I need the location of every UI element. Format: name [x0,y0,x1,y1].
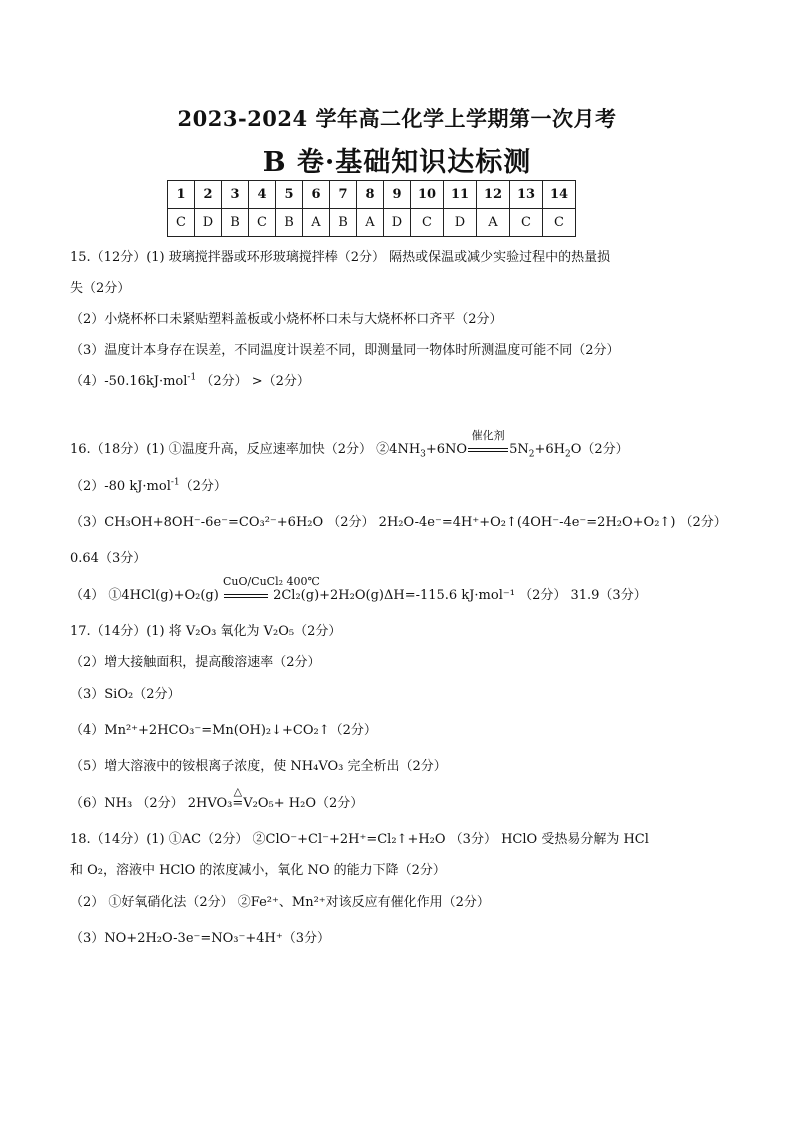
catalyst-arrow-2 [222,575,320,604]
answer-number-cell: 11 [444,181,477,209]
answer-letter-cell: C [543,209,576,237]
answer-number-cell: 8 [357,181,384,209]
q16-h: +6H [534,442,565,457]
page-subtitle: B 卷·基础知识达标测 [262,147,532,178]
q16-line-4: 0.64（3分） [70,551,147,566]
q17-line-5: （5）增大溶液中的铵根离子浓度，使 NH₄VO₃ 完全析出（2分） [70,759,447,774]
q18-line-4: （3）NO+2H₂O-3e⁻=NO₃⁻+4H⁺（3分） [70,931,331,946]
q15-line-4: （3）温度计本身存在误差，不同温度计误差不同，即测量同一物体时所测温度可能不同（2分） [70,343,620,358]
answer-number-cell: 12 [477,181,510,209]
answer-letter-cell: B [330,209,357,237]
q16-line-2: （2）-80 kJ·mol$^{-1}$（2分） [70,477,227,494]
answer-number-cell: 2 [195,181,222,209]
q16-enthalpy: （2）-80 kJ·mol [70,479,171,494]
q18-line-3: （2） ①好氧硝化法（2分） ②Fe²⁺、Mn²⁺对该反应有催化作用（2分） [70,895,490,910]
q17-part6: （6）NH₃ （2分） 2HVO₃ [70,796,233,811]
q15-line-2: 失（2分） [70,281,131,296]
answer-letter-cell: C [168,209,195,237]
answer-number-cell: 9 [384,181,411,209]
catalyst-arrow [467,429,509,458]
q15-score: （2分） >（2分） [200,374,310,389]
q17-line-4: （4）Mn²⁺+2HCO₃⁻=Mn(OH)₂↓+CO₂↑（2分） [70,723,377,738]
q16-part1: 16.（18分）(1) ①温度升高，反应速率加快（2分） ②4NH [70,442,421,457]
answer-letter-cell: B [276,209,303,237]
answer-letter-cell: C [249,209,276,237]
delta-symbol: △ [233,785,243,798]
q17-line-3: （3）SiO₂（2分） [70,687,181,702]
answer-number-cell: 5 [276,181,303,209]
answer-number-cell: 4 [249,181,276,209]
answer-number-cell: 3 [222,181,249,209]
q16-line-5 [70,575,647,604]
q18-line-2: 和 O₂，溶液中 HClO 的浓度减小，氧化 NO 的能力下降（2分） [70,863,446,878]
answer-number-cell: 13 [510,181,543,209]
answer-number-cell: 10 [411,181,444,209]
heat-arrow: △ = [232,785,244,811]
answer-table-letter-row [168,209,576,237]
q15-line-3: （2）小烧杯杯口未紧贴塑料盖板或小烧杯杯口未与大烧杯杯口齐平（2分） [70,312,503,327]
answer-letter-cell: C [411,209,444,237]
answer-letter-cell: A [477,209,510,237]
answer-letter-cell: D [444,209,477,237]
q16-line-3: （3）CH₃OH+8OH⁻-6e⁻=CO₃²⁻+6H₂O （2分） 2H₂O-4e⁻=4H⁺+O₂↑(4OH⁻-4e⁻=2H₂O+O₂↑) （2分） [70,515,727,530]
answer-letter-cell: D [384,209,411,237]
q17-line-2: （2）增大接触面积，提高酸溶速率（2分） [70,655,321,670]
q16-score1: O（2分） [570,442,629,457]
q16-n2: 5N [509,442,529,457]
answer-number-cell: 6 [303,181,330,209]
q17-line-6 [70,785,364,812]
answer-letter-cell: A [303,209,330,237]
answer-number-cell: 7 [330,181,357,209]
q15-line-1: 15.（12分）(1) 玻璃搅拌器或环形玻璃搅拌棒（2分） 隔热或保温或减少实验过程中的热量损 [70,250,611,265]
answer-letter-cell: C [510,209,543,237]
q17-products: V₂O₅+ H₂O（2分） [243,796,364,811]
q17-line-1: 17.（14分）(1) 将 V₂O₃ 氧化为 V₂O₅（2分） [70,624,342,639]
answer-letter-cell: D [195,209,222,237]
q16-no: +6NO [425,442,468,457]
q16-products: 2Cl₂(g)+2H₂O(g)ΔH=-115.6 kJ·mol⁻¹ （2分） 31.9（3分） [273,588,647,603]
answer-number-cell: 14 [543,181,576,209]
answer-number-cell: 1 [168,181,195,209]
q16-score2: （2分） [179,479,227,494]
answer-table [167,180,576,237]
page-title: 2023-2024 学年高二化学上学期第一次月考 [177,106,617,131]
q15-enthalpy: （4）-50.16kJ·mol [70,374,188,389]
catalyst-label: 催化剂 [471,429,505,442]
catalyst-label-2: CuO/CuCl₂ 400℃ [222,575,320,588]
q16-line-1: 16.（18分）(1) ①温度升高，反应速率加快（2分） $②4NH_3+6NO$ 催化剂 $5N_2+6H_2O(2$分） [70,429,629,460]
q18-line-1: 18.（14分）(1) ①AC（2分） ②ClO⁻+Cl⁻+2H⁺=Cl₂↑+H₂O （3分） HClO 受热易分解为 HCl [70,832,649,847]
answer-letter-cell: B [222,209,249,237]
q15-line-5: （4）-50.16kJ·mol$^{-1}$ （2分） >（2分） [70,372,310,389]
q16-hcl-reaction: （4） ①4HCl(g)+O₂(g) [70,588,219,603]
answer-letter-cell: A [357,209,384,237]
answer-table-number-row [168,181,576,209]
